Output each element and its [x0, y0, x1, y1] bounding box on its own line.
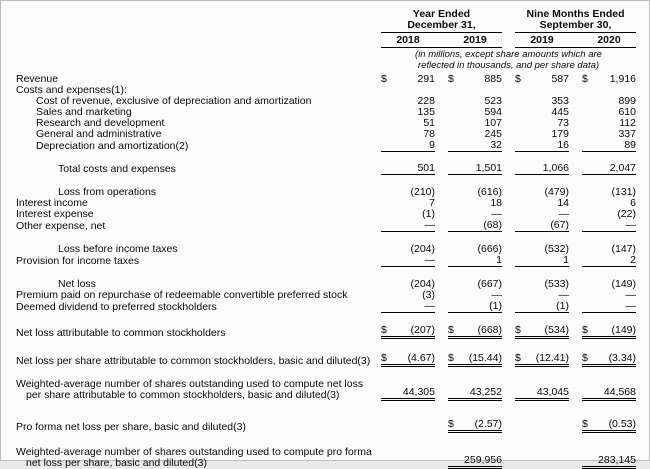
- period-title-line1: Nine Months Ended: [526, 8, 625, 20]
- cell-value: (533): [544, 278, 569, 290]
- cell-value: (131): [611, 186, 636, 198]
- cell-value: (668): [477, 324, 502, 336]
- cell-value: 32: [490, 139, 502, 151]
- value-cell: [582, 244, 636, 255]
- cell-value: 283,145: [598, 454, 636, 466]
- value-cell: [582, 255, 636, 267]
- cell-value: 14: [557, 197, 569, 209]
- year-label: 2020: [597, 34, 621, 46]
- cell-value: (68): [483, 219, 502, 231]
- period-group-title: [515, 9, 636, 33]
- row-values: [381, 107, 636, 118]
- value-cell: [582, 325, 636, 339]
- cell-value: 44,568: [603, 386, 636, 398]
- cell-value: —: [491, 289, 502, 301]
- row-label: Net loss: [58, 278, 96, 290]
- row-values: [381, 301, 636, 313]
- cell-value: (22): [617, 208, 636, 220]
- cell-value: 51: [423, 117, 435, 129]
- cell-value: 899: [618, 95, 636, 107]
- cell-value: —: [625, 289, 636, 301]
- row-label: Loss from operations: [58, 186, 157, 198]
- value-cell: [582, 353, 636, 367]
- dollar-sign: $: [515, 324, 521, 336]
- table-row: [1, 255, 649, 267]
- row-label: Cost of revenue, exclusive of depreciation and amortization: [36, 95, 312, 107]
- row-values: [381, 187, 636, 198]
- table-row: [1, 140, 649, 152]
- cell-value: (3.34): [608, 352, 636, 364]
- row-label: Revenue: [16, 73, 59, 85]
- row-label: Deemed dividend to preferred stockholders: [16, 301, 217, 313]
- row-values: [381, 140, 636, 152]
- dollar-sign: $: [582, 352, 588, 364]
- table-row: [1, 353, 649, 367]
- empty-cell: [515, 455, 569, 469]
- cell-value: 353: [551, 95, 569, 107]
- value-cell: [381, 325, 435, 339]
- empty-cell: [515, 419, 569, 433]
- cell-value: 16: [557, 139, 569, 151]
- value-cell: [448, 353, 502, 367]
- dollar-sign: $: [448, 352, 454, 364]
- row-values: [381, 244, 636, 255]
- cell-value: 1: [496, 254, 502, 266]
- units-note-line1: (in millions, except share amounts which are: [415, 49, 602, 60]
- cell-value: 18: [490, 197, 502, 209]
- row-values: [381, 129, 636, 140]
- value-cell: [515, 301, 569, 313]
- cell-value: 291: [417, 73, 435, 85]
- cell-value: (207): [410, 324, 435, 336]
- cell-value: (2.57): [474, 418, 502, 430]
- row-label: General and administrative: [36, 128, 162, 140]
- value-cell: [381, 129, 435, 140]
- dollar-sign: $: [448, 73, 454, 85]
- cell-value: 501: [417, 162, 435, 174]
- row-label: Research and development: [36, 117, 165, 129]
- cell-value: 228: [417, 95, 435, 107]
- cell-value: (667): [477, 278, 502, 290]
- value-cell: [381, 301, 435, 313]
- value-cell: [515, 140, 569, 152]
- period-group-year-ended: [381, 9, 502, 48]
- row-values: [381, 455, 636, 469]
- cell-value: 44,305: [402, 386, 435, 398]
- cell-value: (534): [544, 324, 569, 336]
- table-row: [1, 290, 649, 301]
- value-cell: [448, 419, 502, 433]
- year-label: 2019: [463, 34, 487, 46]
- cell-value: (210): [410, 186, 435, 198]
- value-cell: [381, 187, 435, 198]
- table-row: [1, 163, 649, 175]
- year-labels: [515, 33, 636, 48]
- row-values: [381, 118, 636, 129]
- value-cell: [515, 353, 569, 367]
- table-row: [1, 220, 649, 232]
- cell-value: (1): [556, 300, 569, 312]
- value-cell: [515, 74, 569, 85]
- units-note: [381, 50, 636, 71]
- value-cell: [515, 255, 569, 267]
- dollar-sign: $: [582, 73, 588, 85]
- value-cell: [448, 163, 502, 175]
- row-label: Net loss attributable to common stockholders: [16, 327, 226, 339]
- cell-value: 594: [484, 106, 502, 118]
- table-body: [1, 74, 649, 469]
- cell-value: —: [558, 208, 569, 220]
- value-cell: [582, 419, 636, 433]
- row-values: [381, 220, 636, 232]
- row-label: Other expense, net: [16, 220, 106, 232]
- cell-value: 2,047: [609, 162, 636, 174]
- row-values: [381, 290, 636, 301]
- cell-value: 1,501: [475, 162, 502, 174]
- row-label: Loss before income taxes: [58, 243, 178, 255]
- cell-value: 885: [484, 73, 502, 85]
- cell-value: (1): [422, 208, 435, 220]
- cell-value: (666): [477, 243, 502, 255]
- row-label: Weighted-average number of shares outstanding used to compute pro forma net loss per share, basic and diluted(3): [16, 446, 372, 469]
- table-header: [1, 9, 649, 71]
- value-cell: [515, 244, 569, 255]
- value-cell: [448, 255, 502, 267]
- value-cell: [448, 244, 502, 255]
- dollar-sign: $: [582, 324, 588, 336]
- period-group-title: [381, 9, 502, 33]
- table-row: [1, 187, 649, 198]
- row-values: [381, 74, 636, 85]
- value-cell: [448, 387, 502, 401]
- cell-value: —: [625, 219, 636, 231]
- dollar-sign: $: [381, 352, 387, 364]
- value-cell: [582, 74, 636, 85]
- dollar-sign: $: [381, 73, 387, 85]
- year-label: 2019: [530, 34, 554, 46]
- cell-value: (204): [410, 243, 435, 255]
- value-cell: [582, 301, 636, 313]
- row-label: Net loss per share attributable to common stockholders, basic and diluted(3): [16, 355, 371, 367]
- cell-value: 78: [423, 128, 435, 140]
- cell-value: 2: [630, 254, 636, 266]
- table-row: [1, 447, 649, 469]
- row-values: [381, 387, 636, 401]
- header-numeric-area: [381, 9, 636, 71]
- cell-value: 245: [484, 128, 502, 140]
- cell-value: —: [558, 289, 569, 301]
- cell-value: 1,916: [609, 73, 636, 85]
- value-cell: [448, 140, 502, 152]
- value-cell: [448, 220, 502, 232]
- value-cell: [582, 163, 636, 175]
- cell-value: (1): [489, 300, 502, 312]
- row-values: [381, 255, 636, 267]
- cell-value: —: [424, 219, 435, 231]
- cell-value: —: [424, 300, 435, 312]
- dollar-sign: $: [448, 324, 454, 336]
- table-row: [1, 301, 649, 313]
- cell-value: 259,956: [464, 454, 502, 466]
- cell-value: 523: [484, 95, 502, 107]
- row-label: Sales and marketing: [36, 106, 132, 118]
- value-cell: [515, 325, 569, 339]
- value-cell: [448, 455, 502, 469]
- table-row: [1, 244, 649, 255]
- row-label: Depreciation and amortization(2): [36, 140, 189, 152]
- table-row: [1, 325, 649, 339]
- empty-cell: [381, 455, 435, 469]
- cell-value: 9: [429, 139, 435, 151]
- header-spacer: [1, 9, 381, 71]
- table-row: [1, 198, 649, 209]
- cell-value: 107: [484, 117, 502, 129]
- year-labels: [381, 33, 502, 48]
- row-values: [381, 325, 636, 339]
- row-label: Weighted-average number of shares outstanding used to compute net loss per share attributable to common stockholders, basic and diluted(3): [16, 378, 364, 401]
- units-note-line2: reflected in thousands, and per share data): [417, 59, 600, 71]
- row-label: Costs and expenses(1):: [16, 84, 127, 96]
- value-cell: [582, 187, 636, 198]
- value-cell: [448, 74, 502, 85]
- dollar-sign: $: [515, 73, 521, 85]
- row-values: [381, 353, 636, 367]
- cell-value: (479): [544, 186, 569, 198]
- value-cell: [582, 387, 636, 401]
- period-title-line1: Year Ended: [412, 8, 471, 20]
- cell-value: (67): [550, 219, 569, 231]
- row-values: [381, 163, 636, 175]
- dollar-sign: $: [515, 352, 521, 364]
- value-cell: [515, 387, 569, 401]
- cell-value: 337: [618, 128, 636, 140]
- row-values: [381, 198, 636, 209]
- cell-value: 445: [551, 106, 569, 118]
- cell-value: (149): [611, 324, 636, 336]
- cell-value: (147): [611, 243, 636, 255]
- cell-value: 43,045: [536, 386, 569, 398]
- empty-cell: [381, 419, 435, 433]
- dollar-sign: $: [381, 324, 387, 336]
- cell-value: 7: [429, 197, 435, 209]
- row-label: Provision for income taxes: [16, 255, 140, 267]
- value-cell: [381, 140, 435, 152]
- row-label: Interest income: [16, 197, 88, 209]
- cell-value: 112: [619, 117, 636, 129]
- cell-value: (204): [410, 278, 435, 290]
- cell-value: 1,066: [542, 162, 569, 174]
- value-cell: [448, 325, 502, 339]
- cell-value: 89: [624, 139, 636, 151]
- cell-value: (149): [611, 278, 636, 290]
- row-label: Pro forma net loss per share, basic and diluted(3): [16, 421, 246, 433]
- cell-value: 43,252: [469, 386, 502, 398]
- cell-value: 6: [630, 197, 636, 209]
- cell-value: (0.53): [608, 418, 636, 430]
- year-label: 2018: [396, 34, 420, 46]
- period-title-line2: December 31,: [407, 19, 476, 31]
- dollar-sign: $: [448, 418, 454, 430]
- row-label: Premium paid on repurchase of redeemable convertible preferred stock: [16, 289, 348, 301]
- value-cell: [381, 353, 435, 367]
- cell-value: —: [491, 208, 502, 220]
- row-label: Total costs and expenses: [58, 163, 176, 175]
- value-cell: [582, 140, 636, 152]
- row-values: [381, 419, 636, 433]
- value-cell: [381, 255, 435, 267]
- row-label: Interest expense: [16, 208, 94, 220]
- period-title-line2: September 30,: [539, 19, 612, 31]
- value-cell: [515, 220, 569, 232]
- value-cell: [381, 387, 435, 401]
- value-cell: [515, 163, 569, 175]
- cell-value: (616): [477, 186, 502, 198]
- cell-value: 73: [557, 117, 569, 129]
- cell-value: (12.41): [535, 352, 569, 364]
- cell-value: (3): [422, 289, 435, 301]
- cell-value: (15.44): [468, 352, 502, 364]
- row-values: [381, 209, 636, 220]
- cell-value: 610: [618, 106, 636, 118]
- table-row: [1, 419, 649, 433]
- cell-value: (4.67): [407, 352, 435, 364]
- cell-value: —: [424, 254, 435, 266]
- value-cell: [582, 455, 636, 469]
- cell-value: 179: [551, 128, 569, 140]
- cell-value: (532): [544, 243, 569, 255]
- cell-value: 587: [551, 73, 569, 85]
- value-cell: [582, 220, 636, 232]
- table-row: [1, 129, 649, 140]
- value-cell: [381, 74, 435, 85]
- period-groups: [381, 9, 636, 48]
- dollar-sign: $: [582, 418, 588, 430]
- row-values: [381, 279, 636, 290]
- value-cell: [381, 220, 435, 232]
- value-cell: [448, 301, 502, 313]
- cell-value: 135: [417, 106, 435, 118]
- cell-value: 1: [563, 254, 569, 266]
- table-row: [1, 379, 649, 401]
- cell-value: —: [625, 300, 636, 312]
- period-group-nine-months: [515, 9, 636, 48]
- value-cell: [381, 163, 435, 175]
